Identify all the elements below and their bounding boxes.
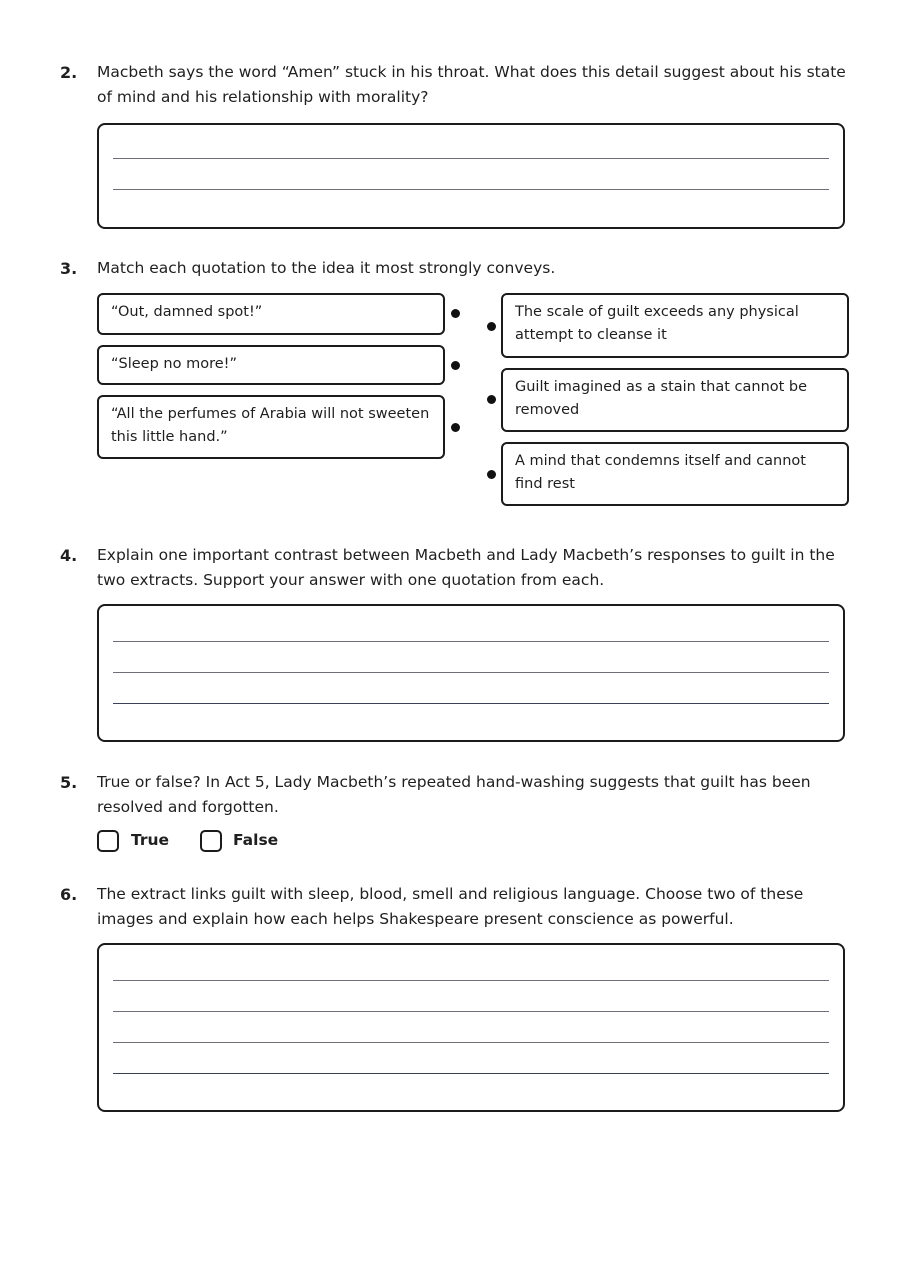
true-label: True bbox=[131, 831, 170, 849]
question-number: 4. bbox=[60, 546, 78, 565]
question-number: 2. bbox=[60, 63, 78, 82]
question-text: True or false? In Act 5, Lady Macbeth’s repeated hand-washing suggests that guilt has been resolved and forgotten. bbox=[97, 773, 811, 816]
question-number: 6. bbox=[60, 885, 78, 904]
question-text: Explain one important contrast between Macbeth and Lady Macbeth’s responses to guilt in the two extracts. Support your answer with one quotation from each. bbox=[97, 546, 835, 589]
quotation-box[interactable]: “All the perfumes of Arabia will not sweeten this little hand.” bbox=[97, 395, 445, 459]
answer-line bbox=[113, 641, 829, 642]
answer-box[interactable] bbox=[97, 604, 845, 742]
true-checkbox[interactable] bbox=[97, 830, 119, 852]
match-dot-right[interactable] bbox=[487, 322, 496, 331]
answer-line bbox=[113, 158, 829, 159]
idea-box[interactable]: A mind that condemns itself and cannot find rest bbox=[501, 442, 849, 506]
answer-line bbox=[113, 189, 829, 190]
answer-line bbox=[113, 1042, 829, 1043]
answer-line bbox=[113, 1011, 829, 1012]
question-text: Macbeth says the word “Amen” stuck in his throat. What does this detail suggest about his state of mind and his relationship with morality? bbox=[97, 63, 846, 106]
question-number: 3. bbox=[60, 259, 78, 278]
quotation-box[interactable]: “Out, damned spot!” bbox=[97, 293, 445, 335]
answer-line bbox=[113, 672, 829, 673]
false-label: False bbox=[233, 831, 279, 849]
answer-box[interactable] bbox=[97, 943, 845, 1112]
answer-line bbox=[113, 1073, 829, 1074]
question-text: The extract links guilt with sleep, blood, smell and religious language. Choose two of these images and explain how each helps Shakespeare present conscience as powerful. bbox=[97, 885, 804, 928]
idea-box[interactable]: Guilt imagined as a stain that cannot be removed bbox=[501, 368, 849, 432]
match-dot-left[interactable] bbox=[451, 361, 460, 370]
quotation-box[interactable]: “Sleep no more!” bbox=[97, 345, 445, 385]
answer-line bbox=[113, 980, 829, 981]
question-text: Match each quotation to the idea it most strongly conveys. bbox=[97, 259, 556, 277]
answer-box[interactable] bbox=[97, 123, 845, 229]
match-dot-left[interactable] bbox=[451, 423, 460, 432]
question-number: 5. bbox=[60, 773, 78, 792]
false-checkbox[interactable] bbox=[200, 830, 222, 852]
idea-box[interactable]: The scale of guilt exceeds any physical attempt to cleanse it bbox=[501, 293, 849, 358]
match-dot-right[interactable] bbox=[487, 470, 496, 479]
match-dot-right[interactable] bbox=[487, 395, 496, 404]
match-dot-left[interactable] bbox=[451, 309, 460, 318]
answer-line bbox=[113, 703, 829, 704]
